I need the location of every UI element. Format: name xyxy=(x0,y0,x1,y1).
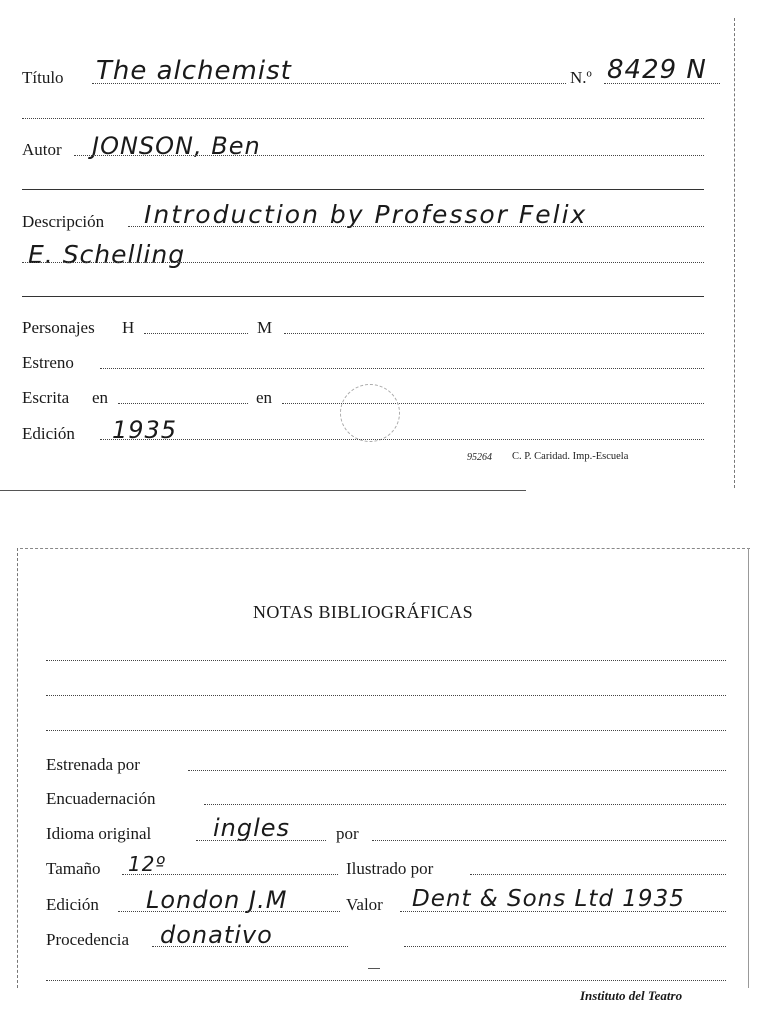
ilustrado-line xyxy=(470,874,726,875)
valor-line xyxy=(400,911,726,912)
descripcion-line-1 xyxy=(128,226,704,227)
card1-bottom-edge xyxy=(0,490,526,491)
punch-hole xyxy=(340,384,400,442)
idioma-value: ingles xyxy=(213,814,291,842)
tamano-value: 12º xyxy=(128,852,166,876)
blank-line-1 xyxy=(22,118,704,119)
procedencia-value: donativo xyxy=(160,921,273,949)
edicion-label: Edición xyxy=(22,424,75,443)
card2-left-edge xyxy=(17,548,18,988)
descripcion-value-line1: Introduction by Professor Felix xyxy=(144,200,588,229)
estrenada-label: Estrenada por xyxy=(46,755,140,774)
escrita-en1-label: en xyxy=(92,388,109,407)
titulo-line xyxy=(92,83,566,84)
personajes-m-line xyxy=(284,333,704,334)
descripcion-value-line2: E. Schelling xyxy=(28,240,186,269)
escrita-label: Escrita xyxy=(22,388,70,407)
edicion2-value: London J.M xyxy=(146,886,288,914)
institute-footer: Instituto del Teatro xyxy=(580,988,683,1003)
estreno-label: Estreno xyxy=(22,353,74,372)
procedencia-line xyxy=(152,946,348,947)
edicion-line xyxy=(100,439,704,440)
personajes-m-label: M xyxy=(257,318,273,337)
numero-label: N.º xyxy=(570,68,592,87)
estreno-line xyxy=(100,368,704,369)
idioma-por-label: por xyxy=(336,824,359,843)
ilustrado-label: Ilustrado por xyxy=(346,859,434,878)
escrita-line-1 xyxy=(118,403,248,404)
estrenada-line xyxy=(188,770,726,771)
idioma-label: Idioma original xyxy=(46,824,152,843)
procedencia-label: Procedencia xyxy=(46,930,130,949)
stray-mark xyxy=(368,968,380,969)
blank-line-3 xyxy=(22,296,704,297)
numero-line xyxy=(604,83,720,84)
descripcion-label: Descripción xyxy=(22,212,105,231)
personajes-h-line xyxy=(144,333,248,334)
valor-label: Valor xyxy=(346,895,383,914)
idioma-line xyxy=(196,840,326,841)
valor-value: Dent & Sons Ltd 1935 xyxy=(412,886,685,912)
edicion2-line xyxy=(118,911,340,912)
tamano-line xyxy=(122,874,338,875)
autor-line xyxy=(74,155,704,156)
notas-title: NOTAS BIBLIOGRÁFICAS xyxy=(253,602,474,622)
blank-line-2 xyxy=(22,189,704,190)
notas-line-3 xyxy=(46,730,726,731)
personajes-h-label: H xyxy=(122,318,135,337)
card2-top-edge xyxy=(20,548,750,549)
titulo-value: The alchemist xyxy=(96,56,292,86)
idioma-por-line xyxy=(372,840,726,841)
printer-text: C. P. Caridad. Imp.-Escuela xyxy=(512,451,629,462)
closing-line xyxy=(46,980,726,981)
notas-line-2 xyxy=(46,695,726,696)
printer-number: 95264 xyxy=(467,452,492,463)
tamano-label: Tamaño xyxy=(46,859,101,878)
card2-right-edge xyxy=(748,548,749,988)
autor-label: Autor xyxy=(22,140,62,159)
edicion2-label: Edición xyxy=(46,895,99,914)
autor-value: JONSON, Ben xyxy=(92,132,261,160)
titulo-label: Título xyxy=(22,68,64,87)
personajes-label: Personajes xyxy=(22,318,95,337)
encuadernacion-label: Encuadernación xyxy=(46,789,156,808)
escrita-en2-label: en xyxy=(256,388,273,407)
numero-value: 8429 N xyxy=(607,55,707,85)
notas-line-1 xyxy=(46,660,726,661)
encuadernacion-line xyxy=(204,804,726,805)
card1-right-edge xyxy=(734,18,735,488)
edicion-value: 1935 xyxy=(112,416,178,444)
descripcion-line-2 xyxy=(22,262,704,263)
procedencia-line-2 xyxy=(404,946,726,947)
